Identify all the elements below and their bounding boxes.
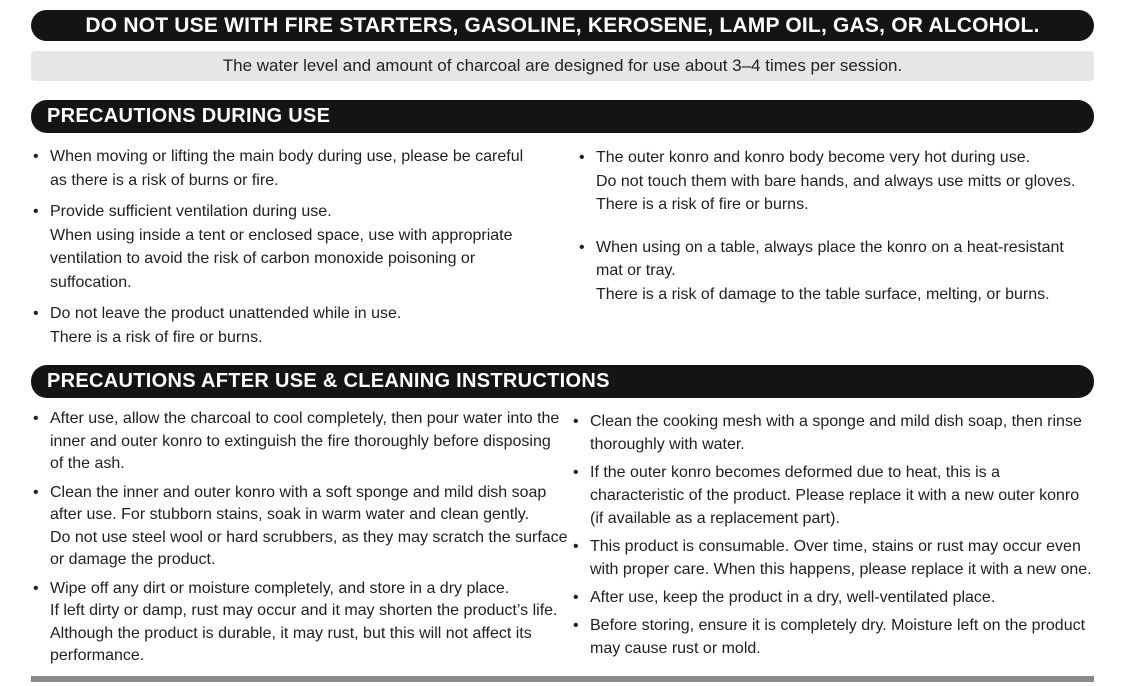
bullet-text-line: If left dirty or damp, rust may occur and it may shorten the product’s life. — [50, 602, 558, 619]
bullet-text-line: • Clean the inner and outer konro with a soft sponge and mild dish soap — [50, 483, 547, 501]
bullet-text-line: characteristic of the product. Please replace it with a new outer konro — [590, 487, 1080, 504]
bullet-text-line: may cause rust or mold. — [590, 640, 761, 657]
after-use-left-list — [31, 408, 568, 674]
usage-info-banner — [31, 51, 1094, 81]
bullet-item — [31, 482, 568, 572]
bullet-text-line: with proper care. When this happens, please replace it with a new one. — [590, 561, 1092, 578]
bottom-divider — [31, 676, 1094, 682]
fuel-warning-text: DO NOT USE WITH FIRE STARTERS, GASOLINE, KEROSENE, LAMP OIL, GAS, OR ALCOHOL. — [85, 13, 1040, 37]
bullet-text-line: • After use, keep the product in a dry, well-ventilated place. — [590, 589, 996, 606]
section-header-after-use — [31, 365, 1094, 398]
bullet-item — [571, 535, 1101, 581]
fuel-warning-banner — [31, 10, 1094, 41]
bullet-text-line: suffocation. — [50, 273, 132, 291]
bullet-text-line: as there is a risk of burns or fire. — [50, 171, 279, 189]
during-use-left-list — [31, 145, 551, 357]
bullet-text-line: mat or tray. — [596, 262, 676, 279]
bullet-text-line: Although the product is durable, it may rust, but this will not affect its — [50, 624, 532, 642]
bullet-text-line: performance. — [50, 647, 145, 664]
bullet-item — [571, 410, 1101, 456]
bullet-text-line: • The outer konro and konro body become very hot during use. — [596, 149, 1031, 166]
bullet-text-line: When using inside a tent or enclosed space, use with appropriate — [50, 226, 513, 244]
bullet-text-line: • When using on a table, always place the konro on a heat-resistant — [596, 238, 1064, 256]
after-use-right-list — [571, 410, 1101, 665]
bullet-text-line: There is a risk of fire or burns. — [596, 196, 809, 213]
bullet-text-line: • This product is consumable. Over time, stains or rust may occur even — [590, 538, 1081, 555]
bullet-text-line: • If the outer konro becomes deformed due to heat, this is a — [590, 464, 1001, 481]
bullet-item — [571, 614, 1101, 660]
bullet-item — [31, 408, 561, 476]
bullet-text-line: inner and outer konro to extinguish the fire thoroughly before disposing — [50, 432, 551, 450]
bullet-text-line: or damage the product. — [50, 551, 216, 568]
bullet-text-line: (if available as a replacement part). — [590, 510, 840, 527]
bullet-text-line: • When moving or lifting the main body during use, please be careful — [50, 148, 524, 165]
section-title-during-use: PRECAUTIONS DURING USE — [47, 105, 331, 127]
bullet-text-line: thoroughly with water. — [590, 436, 745, 453]
bullet-item — [31, 145, 551, 192]
bullet-text-line: • After use, allow the charcoal to cool completely, then pour water into the — [50, 410, 560, 427]
bullet-item — [571, 586, 1101, 609]
section-header-during-use — [31, 100, 1094, 133]
bullet-item — [31, 302, 551, 349]
section-title-after-use: PRECAUTIONS AFTER USE & CLEANING INSTRUCTIONS — [47, 370, 610, 392]
during-use-right-list — [577, 146, 1097, 306]
bullet-text-line: ventilation to avoid the risk of carbon monoxide poisoning or — [50, 250, 476, 267]
bullet-text-line: There is a risk of fire or burns. — [50, 328, 263, 346]
bullet-text-line: of the ash. — [50, 455, 125, 472]
bullet-item — [31, 578, 561, 668]
bullet-text-line: There is a risk of damage to the table surface, melting, or burns. — [596, 285, 1050, 303]
bullet-text-line: Do not use steel wool or hard scrubbers, as they may scratch the surface — [50, 528, 568, 546]
bullet-item — [571, 461, 1101, 530]
bullet-text-line: • Clean the cooking mesh with a sponge and mild dish soap, then rinse — [590, 413, 1082, 430]
bullet-item — [31, 200, 551, 294]
bullet-text-line: • Before storing, ensure it is completely dry. Moisture left on the product — [590, 617, 1086, 634]
bullet-text-line: Do not touch them with bare hands, and always use mitts or gloves. — [596, 172, 1076, 190]
usage-info-text: The water level and amount of charcoal are designed for use about 3–4 times per session. — [222, 56, 903, 75]
bullet-text-line: after use. For stubborn stains, soak in warm water and clean gently. — [50, 506, 530, 523]
bullet-item — [577, 236, 1097, 307]
bullet-item — [577, 146, 1097, 217]
bullet-text-line: • Provide sufficient ventilation during use. — [50, 203, 332, 220]
bullet-text-line: • Wipe off any dirt or moisture completely, and store in a dry place. — [50, 579, 510, 597]
bullet-text-line: • Do not leave the product unattended while in use. — [50, 305, 402, 322]
